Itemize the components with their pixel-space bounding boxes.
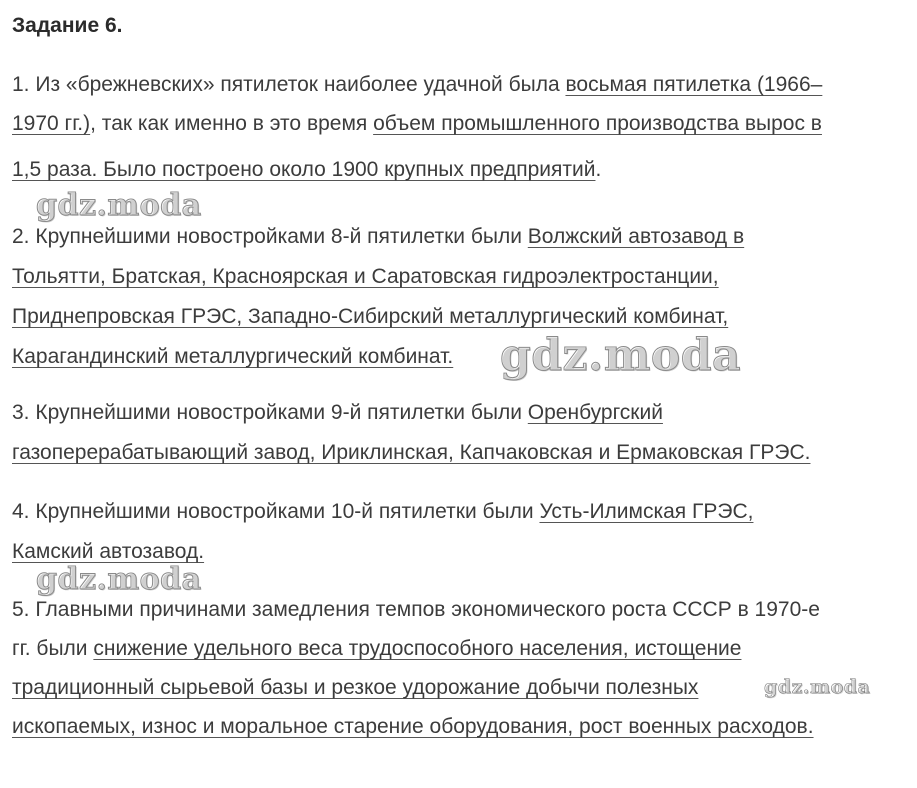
text-line: [12, 262, 907, 302]
underlined-answer: Приднепровская ГРЭС, Западно-Сибирский металлургический комбинат,: [12, 305, 729, 328]
text-line: [12, 438, 907, 478]
underlined-answer: 1,5 раза. Было построено около 1900 крупных предприятий: [12, 158, 596, 181]
answer-paragraph-4: [12, 497, 907, 577]
watermark-logo: gdz.moda: [764, 676, 871, 698]
text-line: [12, 712, 907, 751]
text-line: [12, 302, 907, 342]
text-line: [12, 595, 907, 634]
text-fragment: 1. Из «брежневских» пятилеток наиболее удачной была: [12, 73, 566, 96]
text-line: [12, 497, 907, 537]
text-line: [12, 70, 907, 109]
text-line: [12, 155, 907, 195]
answer-paragraph-1: [12, 70, 907, 195]
text-line: [12, 634, 907, 673]
underlined-answer: Усть-Илимская ГРЭС,: [539, 500, 754, 523]
underlined-answer: Тольятти, Братская, Красноярская и Саратовская гидроэлектростанции,: [12, 265, 719, 288]
text-line: [12, 109, 907, 155]
underlined-answer: объем промышленного производства вырос в: [373, 112, 822, 135]
underlined-answer: Оренбургский: [527, 401, 663, 424]
watermark-logo: gdz.moda: [36, 562, 202, 597]
underlined-answer: Карагандинский металлургический комбинат.: [12, 345, 454, 368]
text-line: [12, 673, 907, 712]
watermark-logo: gdz.moda: [36, 188, 202, 223]
text-fragment: , так как именно в это время: [90, 112, 374, 135]
underlined-answer: газоперерабатывающий завод, Ириклинская, Капчаковская и Ермаковская ГРЭС.: [12, 441, 811, 464]
underlined-answer: восьмая пятилетка (1966–: [565, 73, 823, 96]
text-fragment: 2. Крупнейшими новостройками 8-й пятилетки были: [12, 225, 528, 248]
text-line: [12, 537, 907, 577]
text-fragment: .: [595, 158, 602, 181]
text-line: [12, 222, 907, 262]
answer-paragraph-5: [12, 595, 907, 751]
text-line: [12, 342, 907, 382]
answer-paragraph-2: [12, 222, 907, 382]
text-fragment: 5. Главными причинами замедления темпов экономического роста СССР в 1970-е: [12, 598, 820, 621]
underlined-answer: Камский автозавод.: [12, 540, 205, 563]
text-fragment: 4. Крупнейшими новостройками 10-й пятилетки были: [12, 500, 540, 523]
text-fragment: гг. были: [12, 637, 94, 660]
underlined-answer: снижение удельного веса трудоспособного населения, истощение: [93, 637, 742, 660]
task-title: Задание 6.: [12, 14, 123, 37]
underlined-answer: ископаемых, износ и моральное старение оборудования, рост военных расходов.: [12, 715, 814, 738]
text-fragment: 3. Крупнейшими новостройками 9-й пятилетки были: [12, 401, 528, 424]
underlined-answer: традиционный сырьевой базы и резкое удорожание добычи полезных: [12, 676, 699, 699]
underlined-answer: 1970 гг.): [12, 112, 91, 135]
answer-paragraph-3: [12, 398, 907, 478]
text-line: [12, 398, 907, 438]
watermark-logo: gdz.moda: [500, 330, 742, 381]
underlined-answer: Волжский автозавод в: [527, 225, 745, 248]
